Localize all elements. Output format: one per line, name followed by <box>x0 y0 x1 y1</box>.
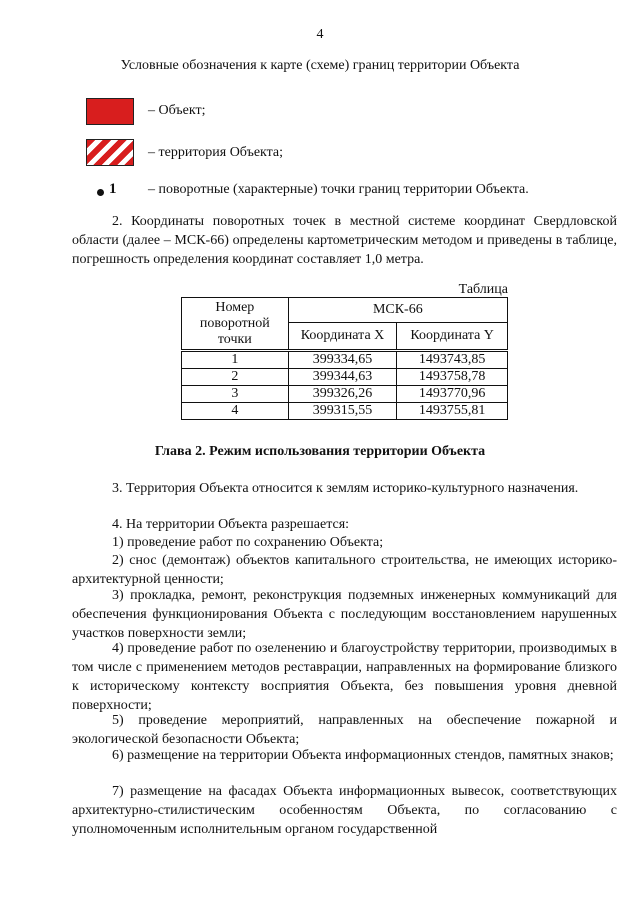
list-item-7: 7) размещение на фасадах Объекта информационных вывесок, соответствующих архитектурно-стилистическим особенностям Объекта, по согласованию с уполномоченным исполнительным органом государственной <box>72 784 617 837</box>
cell-x: 399334,65 <box>288 351 397 369</box>
paragraph-2: 2. Координаты поворотных точек в местной системе координат Свердловской области (далее – МСК-66) определены картометрическим методом и приведены в таблице, погрешность определения координат составляет 1,0 метра. <box>72 214 617 267</box>
page-number: 4 <box>316 27 324 42</box>
object-symbol-icon <box>86 98 134 125</box>
legend-item-turning-points: – поворотные (характерные) точки границ территории Объекта. <box>148 182 529 197</box>
cell-point: 2 <box>182 369 289 386</box>
cell-y: 1493755,81 <box>397 403 508 420</box>
header-point-number: Номер поворотной точки <box>182 298 289 351</box>
list-item-5: 5) проведение мероприятий, направленных на обеспечение пожарной и экологической безопасности Объекта; <box>72 713 617 747</box>
table-row <box>182 403 508 420</box>
cell-x: 399344,63 <box>288 369 397 386</box>
list-item-4: 4) проведение работ по озеленению и благоустройству территории, производимых в том числе с применением методов реставрации, направленных на формирование близкого к историческому контексту восприятия Объекта, без повышения уровня дневной поверхности; <box>72 641 617 713</box>
cell-x: 399315,55 <box>288 403 397 420</box>
table-caption: Таблица <box>458 282 508 297</box>
list-item-2: 2) снос (демонтаж) объектов капитального строительства, не имеющих историко-архитектурной ценности; <box>72 553 617 587</box>
chapter-title: Глава 2. Режим использования территории Объекта <box>154 444 486 459</box>
header-coord-x: Координата X <box>288 323 397 351</box>
paragraph-4: 4. На территории Объекта разрешается: <box>112 517 350 532</box>
table-row <box>182 369 508 386</box>
cell-y: 1493758,78 <box>397 369 508 386</box>
list-item-1: 1) проведение работ по сохранению Объекта; <box>112 535 384 550</box>
territory-symbol-icon <box>86 139 134 166</box>
table-row <box>182 351 508 369</box>
cell-y: 1493770,96 <box>397 386 508 403</box>
turning-point-icon <box>97 189 104 196</box>
header-coord-y: Координата Y <box>397 323 508 351</box>
cell-x: 399326,26 <box>288 386 397 403</box>
legend-item-object: – Объект; <box>148 103 206 118</box>
cell-point: 1 <box>182 351 289 369</box>
cell-point: 4 <box>182 403 289 420</box>
coordinates-table <box>181 297 508 420</box>
header-msk66: МСК-66 <box>288 298 507 323</box>
cell-y: 1493743,85 <box>397 351 508 369</box>
table-row <box>182 386 508 403</box>
legend-item-territory: – территория Объекта; <box>148 145 284 160</box>
legend-title: Условные обозначения к карте (схеме) границ территории Объекта <box>120 58 520 73</box>
list-item-3: 3) прокладка, ремонт, реконструкция подземных инженерных коммуникаций для обеспечения функционирования Объекта с последующим восстановлением нарушенных участков поверхности земли; <box>72 588 617 641</box>
cell-point: 3 <box>182 386 289 403</box>
paragraph-3: 3. Территория Объекта относится к землям историко-культурного назначения. <box>112 481 579 496</box>
turning-point-number: 1 <box>109 181 117 197</box>
list-item-6: 6) размещение на территории Объекта информационных стендов, памятных знаков; <box>112 748 614 763</box>
